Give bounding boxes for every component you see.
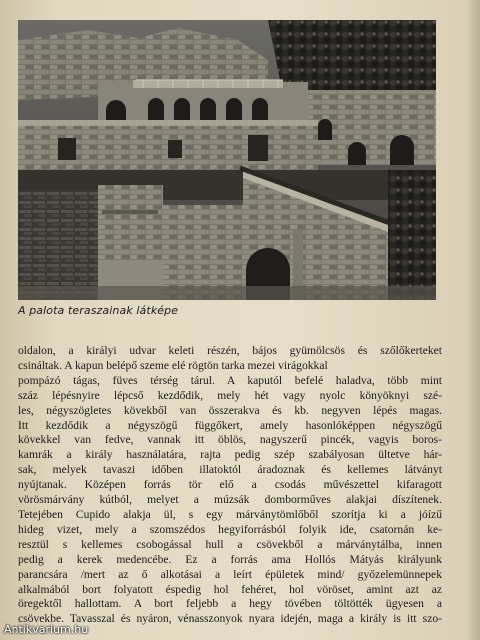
text-line: kövekkel van fedve, vannak itt öblös, nagyszerű pincék, vagyis boros- [18, 433, 442, 447]
text-line: sak, melyek tavaszi időben illatoktól áradoznak és kellemes látványt [18, 463, 442, 477]
text-line: csináltak. A kapun belépő szeme elé rögtön tarka mezei virágokkal [18, 358, 328, 372]
text-line: pedig a kerek medencébe. Ez a forrás ama Hollós Mátyás királyunk [18, 552, 442, 566]
text-line: oldalon, a királyi udvar keleti részén, bájos gyümölcsös és szőlőkerteket [18, 344, 442, 357]
text-line: nyújtanak. Középen forrás tör elő a csodás művészettel kifaragott [18, 478, 442, 492]
text-line: Tetejében Cupido alakja ül, s egy márványtömlőből szorítja ki a jóízű [18, 507, 442, 521]
text-line: alkalmából bort folyatott éspedig hol fehéret, hol vöröset, amint azt az [18, 582, 442, 596]
text-line: les, négyszögletes kövekből van összerakva és kb. negyven lépés magas. [18, 403, 442, 417]
body-text [18, 344, 442, 627]
text-line: száz lépésnyire lépcső kezdődik, mely hét vagy nyolc könyöknyi szé- [18, 388, 442, 402]
text-line: resztül s kellemes csobogással hull a csövekből a márványtálba, innen [18, 537, 442, 551]
photo-caption: A palota teraszainak látképe [18, 304, 179, 317]
text-line: öregektől hallottam. A bort feljebb a hegy tövében töltötték ügyesen a [18, 597, 442, 611]
text-line: hideg vizet, mely a szomszédos hegyiforrásból folyik ide, csatornán ke- [18, 522, 442, 536]
text-line: kamrák a király használatára, rajta pedig szép szabályosan ültetve hár- [18, 448, 442, 462]
watermark: Antikvarium.hu [4, 623, 89, 636]
text-line: parancsára /mert az ő alkotásai a leírt épületek mind/ győzelemünnepek [18, 567, 442, 581]
text-line: Itt kezdődik a négyszögű függőkert, amely hasonlóképpen négyszögű [18, 418, 442, 432]
palace-terraces-photo [18, 20, 436, 300]
text-line: csövekbe. Tavasszal és nyáron, vénasszonyok nyara idején, maga a király is itt szo- [18, 612, 442, 626]
page-edge-shadow [466, 0, 480, 640]
text-line: vörösmárvány kútból, melyet a múzsák domborműves alakjai díszítenek. [18, 493, 442, 507]
text-line: pompázó tágas, füves térség tárul. A kaputól befelé haladva, több mint [18, 373, 442, 387]
